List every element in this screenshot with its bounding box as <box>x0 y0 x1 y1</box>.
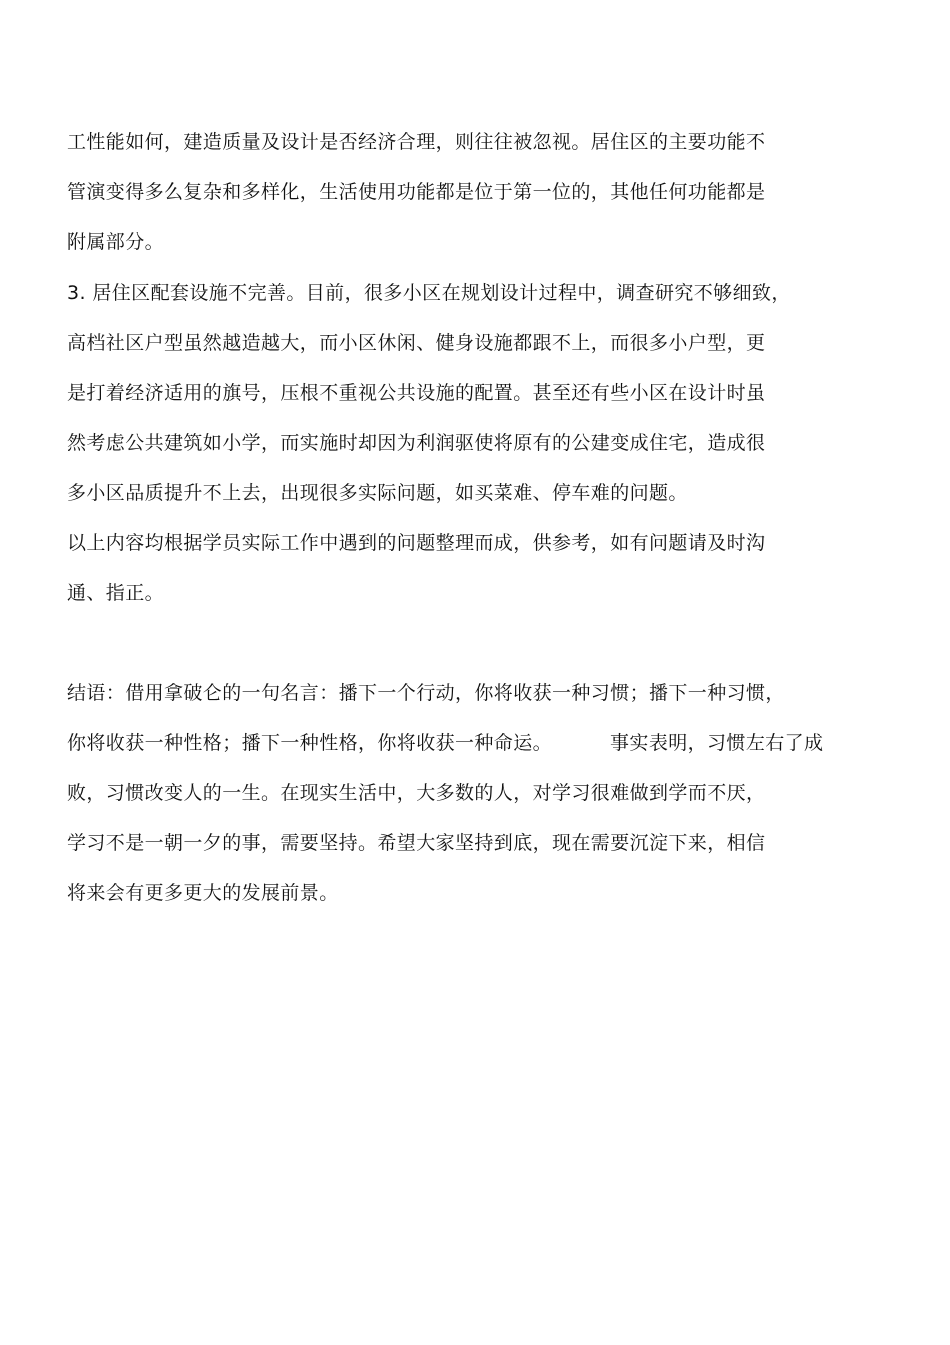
list-item-3-line: 多小区品质提升不上去，出现很多实际问题，如买菜难、停车难的问题。 <box>67 482 688 504</box>
list-item-3-line: 3. 居住区配套设施不完善。目前，很多小区在规划设计过程中，调查研究不够细致， <box>67 282 791 304</box>
paragraph-line: 工性能如何，建造质量及设计是否经济合理，则往往被忽视。居住区的主要功能不 <box>67 131 766 153</box>
paragraph-line: 管演变得多么复杂和多样化，生活使用功能都是位于第一位的，其他任何功能都是 <box>67 181 766 203</box>
conclusion-line-part-a: 你将收获一种性格；播下一种性格，你将收获一种命运。 <box>67 732 553 754</box>
conclusion-line-part-b: 事实表明，习惯左右了成 <box>610 732 824 754</box>
conclusion-line: 结语：借用拿破仑的一句名言：播下一个行动，你将收获一种习惯；播下一种习惯， <box>67 682 785 704</box>
note-line: 以上内容均根据学员实际工作中遇到的问题整理而成，供参考，如有问题请及时沟 <box>67 532 766 554</box>
conclusion-line: 将来会有更多更大的发展前景。 <box>67 882 339 904</box>
list-item-3-line: 是打着经济适用的旗号，压根不重视公共设施的配置。甚至还有些小区在设计时虽 <box>67 382 766 404</box>
conclusion-line: 学习不是一朝一夕的事，需要坚持。希望大家坚持到底，现在需要沉淀下来，相信 <box>67 832 766 854</box>
list-item-3-line: 高档社区户型虽然越造越大，而小区休闲、健身设施都跟不上，而很多小户型，更 <box>67 332 766 354</box>
conclusion-line <box>67 730 823 756</box>
conclusion-line: 败，习惯改变人的一生。在现实生活中，大多数的人，对学习很难做到学而不厌， <box>67 782 766 804</box>
list-item-3-line: 然考虑公共建筑如小学，而实施时却因为利润驱使将原有的公建变成住宅，造成很 <box>67 432 766 454</box>
paragraph-line: 附属部分。 <box>67 231 165 253</box>
note-line: 通、指正。 <box>67 582 165 604</box>
